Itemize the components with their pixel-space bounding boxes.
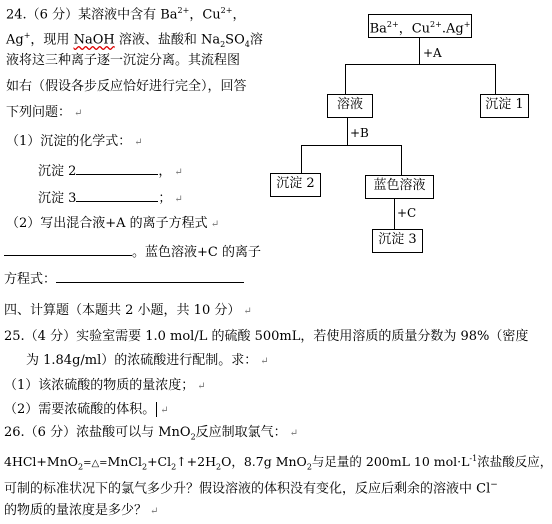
- q24-line1: 24.（6 分）某溶液中含有 $Ba^{2+}$，$Cu^{2+}$，: [6, 6, 246, 23]
- flow-line: [347, 117, 348, 145]
- flow-line: [394, 198, 395, 229]
- text-cursor: [156, 402, 157, 417]
- q25-item2: （2）需要浓硫酸的体积。 ↵: [4, 402, 169, 417]
- flow-label-c: +C: [397, 206, 417, 220]
- flow-line: [419, 37, 420, 64]
- answer-blank-equation-c[interactable]: [56, 269, 244, 283]
- section-heading: 四、计算题（本题共 2 小题，共 10 分） ↵: [4, 303, 252, 318]
- flow-label-b: +B: [350, 126, 369, 140]
- q24-item2: （2）写出混合液+A 的离子方程式 ↵: [6, 216, 220, 231]
- q26-line3: 可制的标准状况下的氯气多少升？假设溶液的体积没有变化，反应后剩余的溶液中 Cl−: [4, 480, 498, 497]
- q26-line4: 的物质的量浓度是多少？ ↵: [4, 503, 159, 518]
- flow-line: [345, 64, 496, 65]
- flow-box-blue-solution: 蓝色溶液: [365, 175, 434, 199]
- answer-blank-precip3[interactable]: [76, 188, 158, 202]
- flow-line: [301, 145, 402, 146]
- q24-item1-precip2: 沉淀 2 ， ↵: [38, 161, 183, 182]
- flow-label-a: +A: [423, 46, 442, 60]
- q24-line3: 液将这三种离子逐一沉淀分离。其流程图: [6, 53, 241, 68]
- flow-line: [345, 64, 346, 94]
- q26-line1: 26.（6 分）浓盐酸可以与 MnO$_2$反应制取氯气： ↵: [4, 425, 299, 442]
- q24-line5: 下列问题： ↵: [6, 105, 83, 120]
- flow-box-precip2: 沉淀 2: [270, 173, 321, 197]
- q24-item1-precip3: 沉淀 3 ； ↵: [38, 188, 183, 209]
- q24-item1: （1）沉淀的化学式： ↵: [6, 134, 143, 149]
- q24-item2-blank-line: 。蓝色溶液+C 的离子: [4, 242, 261, 262]
- q25-line2: 为 1.84g/ml）的浓硫酸进行配制。求： ↵: [26, 353, 269, 368]
- q24-item2-end: 方程式：: [4, 269, 244, 289]
- flow-line: [495, 64, 496, 94]
- flow-box-ions: $Ba^{2+}$，$Cu^{2+}.Ag^+$: [368, 14, 472, 38]
- flow-box-solution: 溶液: [327, 94, 373, 118]
- flow-line: [401, 145, 402, 175]
- q25-line1: 25.（4 分）实验室需要 1.0 mol/L 的硫酸 500mL，若使用溶质的质量分数为 98%（密度: [4, 329, 529, 344]
- answer-blank-equation-a[interactable]: [4, 242, 132, 256]
- flow-line: [301, 145, 302, 173]
- flow-box-precip1: 沉淀 1: [480, 94, 529, 118]
- q24-line4: 如右（假设各步反应恰好进行完全），回答: [6, 79, 247, 94]
- q24-line2: Ag+，现用 NaOH 溶液、盐酸和 $Na_2SO_4$溶: [6, 31, 263, 49]
- q25-item1: （1）该浓硫酸的物质的量浓度； ↵: [4, 378, 206, 393]
- answer-blank-precip2[interactable]: [76, 161, 158, 175]
- q26-equation-line: $4HCl+MnO_2=\triangle=MnCl_2+Cl_2↑+2H_2O$，8.7g MnO$_2$与足量的 200mL 10 $mol\cdot L^{-1}$浓盐酸反应，: [4, 454, 552, 472]
- flow-box-precip3: 沉淀 3: [372, 229, 423, 253]
